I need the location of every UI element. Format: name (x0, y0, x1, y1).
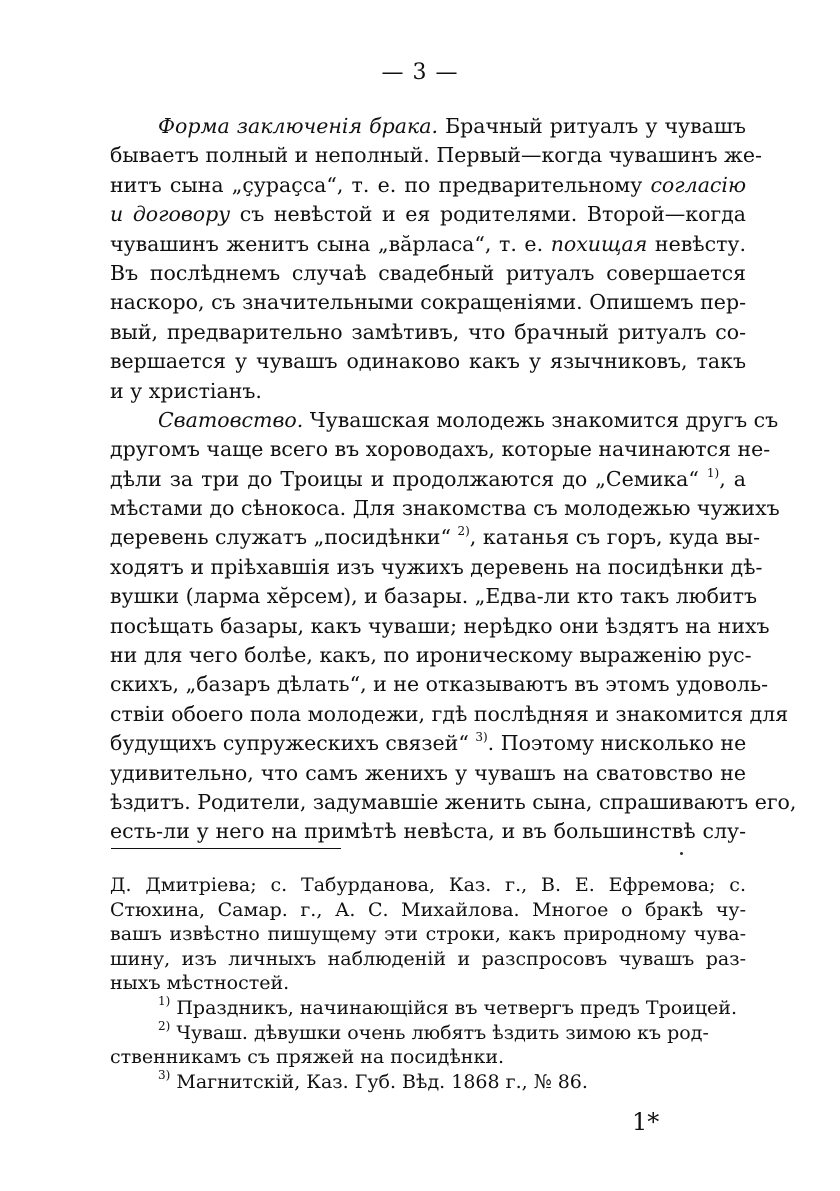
text-run: вушки (ларма хĕрсем), и базары. „Едва-ли кто такъ любитъ (110, 584, 758, 609)
footnote-marker: 3) (158, 1067, 171, 1082)
text-run: ствіи обоего пола молодежи, гдѣ послѣдняя и знакомится для (110, 701, 789, 726)
text-run: ѣздитъ. Родители, задумавшіе женить сына, спрашиваютъ его, (110, 789, 797, 814)
footnote-line: шину, изъ личныхъ наблюденій и разспросовъ чувашъ раз- (110, 947, 746, 970)
footnote-ref: 2) (457, 524, 470, 539)
text-line (110, 259, 746, 288)
text-run: и у христіанъ. (110, 378, 262, 403)
footnote-item (110, 1018, 746, 1046)
footnote-ref: 3) (475, 730, 488, 745)
text-line (110, 347, 746, 376)
print-speck (680, 852, 683, 855)
text-line (110, 171, 746, 200)
footnote-line: вашъ извѣстно пишущему эти строки, какъ природному чува- (110, 923, 746, 946)
emphasis-text: Форма заключенія брака. (158, 114, 438, 138)
text-line (110, 523, 761, 552)
footnote-text: Чуваш. дѣвушки очень любятъ ѣздить зимою къ род- (170, 1021, 709, 1044)
text-line (110, 230, 746, 259)
footnote-marker: 1) (158, 993, 171, 1008)
text-line (110, 641, 752, 670)
text-line (110, 700, 789, 729)
footnote-ref: 1) (706, 465, 720, 480)
footnote-line: Стюхина, Самар. г., А. С. Михайлова. Многое о бракѣ чу- (110, 898, 746, 921)
text-run: съ невѣстой и ея родителями. Второй—когда (230, 202, 746, 227)
text-line (110, 288, 746, 317)
text-run: невѣсту. (647, 231, 746, 256)
text-run: деревень служатъ „посидѣнки“ (110, 525, 458, 550)
text-run: , катанья съ горъ, куда вы- (469, 525, 761, 550)
text-run: . Поэтому нисколько не (487, 731, 747, 756)
footnote-text: Праздникъ, начинающійся въ четвергъ предъ Троицей. (170, 996, 738, 1019)
text-run: скихъ, „базаръ дѣлать“, и не отказываютъ въ этомъ удоволь- (110, 672, 769, 697)
text-run: мѣстами до сѣнокоса. Для знакомства съ молодежью чужихъ (110, 496, 780, 521)
text-run: вершается у чувашъ одинаково какъ у язычниковъ, такъ (110, 349, 746, 374)
text-run: есть-ли у него на примѣтѣ невѣста, и въ большинствѣ слу- (110, 819, 746, 844)
text-run: удивительно, что самъ женихъ у чувашъ на сватовство не (110, 760, 746, 785)
text-run: Въ послѣднемъ случаѣ свадебный ритуалъ совершается (110, 260, 746, 285)
text-line (110, 612, 770, 641)
footnote-line: Д. Дмитріева; с. Табурданова, Каз. г., В. Е. Ефремова; с. (110, 874, 746, 896)
text-run: чувашинъ женитъ сына „вăрласа“, т. е. (110, 231, 551, 256)
text-line (110, 200, 746, 229)
text-run: наскоро, съ значительными сокращеніями. Опишемъ пер- (110, 290, 746, 315)
text-run: посѣщать базары, какъ чуваши; нерѣдко они ѣздятъ на нихъ (110, 613, 770, 638)
text-run: бываетъ полный и неполный. Первый—когда чувашинъ же- (110, 143, 762, 168)
text-run: ни для чего болѣе, какъ, по ироническому выраженію рус- (110, 643, 752, 668)
text-run: дѣли за три до Троицы и продолжаются до „Семика“ (110, 466, 707, 491)
text-run: вый, предварительно замѣтивъ, что брачный ритуалъ со- (110, 319, 746, 344)
text-line (110, 817, 746, 846)
emphasis-text: согласію (650, 172, 746, 197)
text-line (110, 729, 746, 758)
footnote-text: Магнитскій, Каз. Губ. Вѣд. 1868 г., № 86. (170, 1070, 588, 1093)
page-number: — 3 — (381, 60, 459, 85)
text-run: Чувашская молодежь знакомится другъ съ (303, 407, 779, 432)
text-run: , а (719, 466, 746, 491)
text-run: нитъ сына „çураçса“, т. е. по предварительному (110, 172, 651, 197)
footnote-item (110, 1067, 746, 1095)
text-line (110, 670, 769, 699)
text-line (110, 406, 779, 435)
emphasis-text: и договору (110, 202, 231, 227)
footnote-text: ственникамъ съ пряжей на посидѣнки. (110, 1046, 505, 1069)
text-line (110, 112, 746, 141)
text-line (110, 759, 746, 788)
emphasis-text: Сватовство. (158, 407, 304, 432)
text-run: Брачный ритуалъ у чувашъ (437, 114, 746, 138)
text-line (110, 465, 746, 494)
signature-mark: 1* (632, 1108, 660, 1136)
text-run: будущихъ супружескихъ связей“ (110, 731, 476, 756)
text-run: другомъ чаще всего въ хороводахъ, которые начинаются не- (110, 437, 771, 462)
footnote-marker: 2) (158, 1018, 171, 1033)
text-run: ходятъ и пріѣхавшія изъ чужихъ деревень на посидѣнки дѣ- (110, 554, 763, 579)
text-line (110, 141, 762, 170)
text-line (110, 788, 797, 817)
text-line (110, 377, 746, 406)
text-line (110, 435, 771, 464)
footnote-line: ныхъ мѣстностей. (110, 972, 290, 995)
footnote-divider (111, 848, 341, 849)
text-line (110, 318, 746, 347)
footnote-item (110, 1045, 746, 1070)
footnote-item (110, 993, 746, 1021)
text-line (110, 582, 758, 611)
text-line (110, 494, 780, 523)
main-text (110, 112, 797, 847)
text-line (110, 553, 763, 582)
emphasis-text: похищая (550, 231, 648, 256)
footnotes (110, 873, 746, 1094)
